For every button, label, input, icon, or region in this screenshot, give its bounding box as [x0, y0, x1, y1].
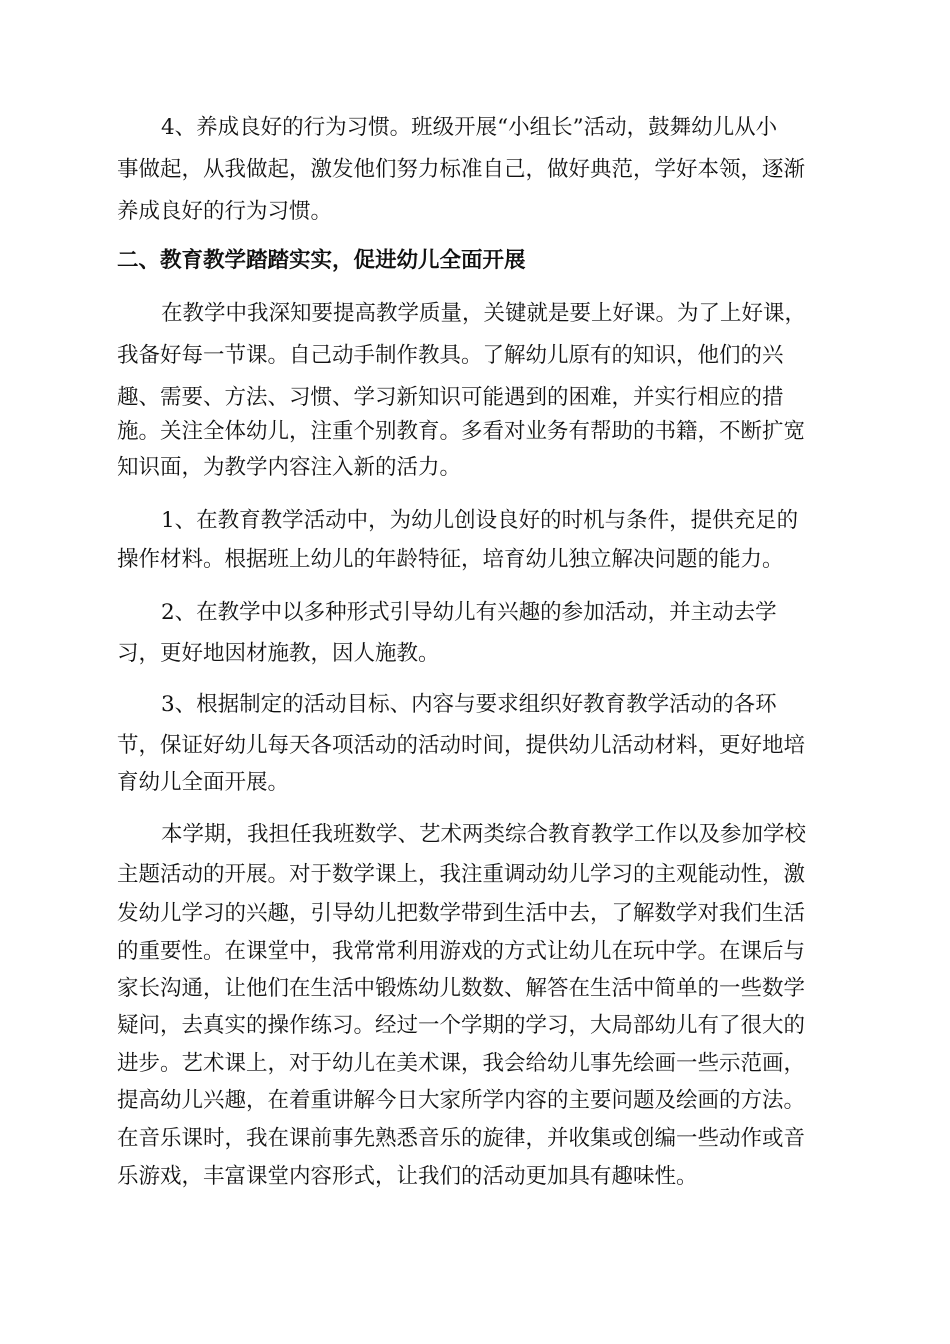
paragraph-line: 本学期，我担任我班数学、艺术两类综合教育教学工作以及参加学校	[161, 822, 807, 847]
paragraph-line: 发幼儿学习的兴趣，引导幼儿把数学带到生活中去，了解数学对我们生活	[117, 901, 806, 926]
paragraph-line: 主题活动的开展。对于数学课上，我注重调动幼儿学习的主观能动性，激	[117, 862, 806, 887]
paragraph-line: 乐游戏，丰富课堂内容形式，让我们的活动更加具有趣味性。	[117, 1164, 698, 1189]
paragraph-line: 疑问，去真实的操作练习。经过一个学期的学习，大局部幼儿有了很大的	[117, 1013, 806, 1038]
paragraph-line: 在音乐课时，我在课前事先熟悉音乐的旋律，并收集或创编一些动作或音	[117, 1126, 806, 1151]
paragraph-line: 进步。艺术课上，对于幼儿在美术课，我会给幼儿事先绘画一些示范画，	[117, 1051, 806, 1076]
paragraph-line: 养成良好的行为习惯。	[117, 199, 333, 224]
paragraph-line: 知识面，为教学内容注入新的活力。	[117, 455, 462, 480]
paragraph-line: 的重要性。在课堂中，我常常利用游戏的方式让幼儿在玩中学。在课后与	[117, 939, 806, 964]
paragraph-line: 家长沟通，让他们在生活中锻炼幼儿数数、解答在生活中简单的一些数学	[117, 976, 806, 1001]
paragraph-line: 2、在教学中以多种形式引导幼儿有兴趣的参加活动，并主动去学	[161, 600, 777, 625]
paragraph-line: 我备好每一节课。自己动手制作教具。了解幼儿原有的知识，他们的兴	[117, 343, 784, 368]
paragraph-line: 3、根据制定的活动目标、内容与要求组织好教育教学活动的各环	[161, 692, 777, 717]
paragraph-line: 提高幼儿兴趣，在着重讲解今日大家所学内容的主要问题及绘画的方法。	[117, 1088, 806, 1113]
paragraph-line: 在教学中我深知要提高教学质量，关键就是要上好课。为了上好课，	[161, 301, 807, 326]
paragraph-line: 事做起，从我做起，激发他们努力标准自己，做好典范，学好本领，逐渐	[117, 157, 806, 182]
paragraph-line: 1、在教育教学活动中，为幼儿创设良好的时机与条件，提供充足的	[161, 508, 799, 533]
paragraph-line: 施。关注全体幼儿，注重个别教育。多看对业务有帮助的书籍，不断扩宽	[117, 419, 806, 444]
paragraph-line: 趣、需要、方法、习惯、学习新知识可能遇到的困难，并实行相应的措	[117, 385, 784, 410]
paragraph-line: 节，保证好幼儿每天各项活动的活动时间，提供幼儿活动材料，更好地培	[117, 733, 806, 758]
paragraph-line: 习，更好地因材施教，因人施教。	[117, 641, 440, 666]
paragraph-line: 操作材料。根据班上幼儿的年龄特征，培育幼儿独立解决问题的能力。	[117, 547, 784, 572]
paragraph-line: 4、养成良好的行为习惯。班级开展“小组长”活动，鼓舞幼儿从小	[161, 115, 778, 140]
paragraph-line: 育幼儿全面开展。	[117, 770, 290, 795]
section-heading: 二、教育教学踏踏实实，促进幼儿全面开展	[117, 248, 526, 273]
